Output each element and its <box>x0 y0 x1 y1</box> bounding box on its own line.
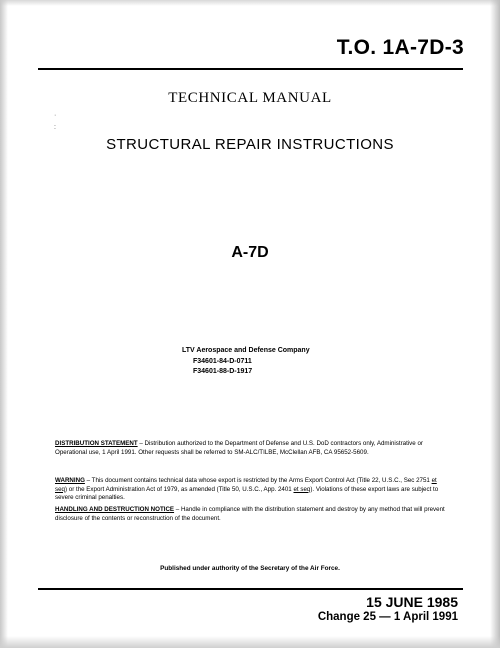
distribution-statement-text: – Distribution authorized to the Department of Defense and U.S. DoD contractors only, Administrative or Operational use, 1 April 1991. Other requests shall be referred to SM-ALC/TILBE, McClellan AFB, CA 95652-5609. <box>55 440 423 456</box>
handling-notice-lead: HANDLING AND DESTRUCTION NOTICE <box>55 506 175 513</box>
contract-number: F34601-88-D-1917 <box>193 368 253 375</box>
scan-speck: · <box>54 112 57 119</box>
handling-destruction-notice <box>55 506 447 523</box>
publication-authority: Published under authority of the Secretary of the Air Force. <box>160 565 340 572</box>
scan-shadow-bottom <box>0 636 500 648</box>
export-warning-text: – This document contains technical data whose export is restricted by the Arms Export Control Act (Title 22, U.S.C., Sec 2751 <box>84 477 432 484</box>
export-warning-lead: WARNING <box>55 477 85 484</box>
handling-notice-text: – Handle in compliance with the distribution statement and destroy by any method that will prevent disclosure of the contents or reconstruction of the document. <box>55 506 445 522</box>
to-number: T.O. 1A-7D-3 <box>336 36 464 59</box>
scan-speck: : <box>54 124 56 131</box>
export-warning <box>55 477 447 503</box>
aircraft-designation: A-7D <box>231 244 269 261</box>
distribution-statement-lead: DISTRIBUTION STATEMENT <box>55 440 138 447</box>
distribution-statement <box>55 440 447 457</box>
scan-shadow-top <box>0 0 500 6</box>
et-seq-term: et seq <box>55 477 437 493</box>
bottom-rule <box>38 588 463 590</box>
doc-type: TECHNICAL MANUAL <box>168 90 332 106</box>
export-warning-text: ) or the Export Administration Act of 1979, as amended (Title 50, U.S.C., App. 2401 <box>64 485 294 493</box>
publication-date: 15 JUNE 1985 <box>366 594 458 610</box>
change-notice: Change 25 — 1 April 1991 <box>317 611 458 623</box>
contractor-block <box>182 346 310 378</box>
doc-title: STRUCTURAL REPAIR INSTRUCTIONS <box>106 136 394 153</box>
contract-number: F34601-84-D-0711 <box>193 357 252 365</box>
contractor-company: LTV Aerospace and Defense Company <box>182 347 310 354</box>
top-rule <box>38 68 463 70</box>
et-seq-term: et seq <box>293 485 311 493</box>
export-warning-text: ). Violations of these export laws are subject to severe criminal penalties. <box>55 485 439 502</box>
